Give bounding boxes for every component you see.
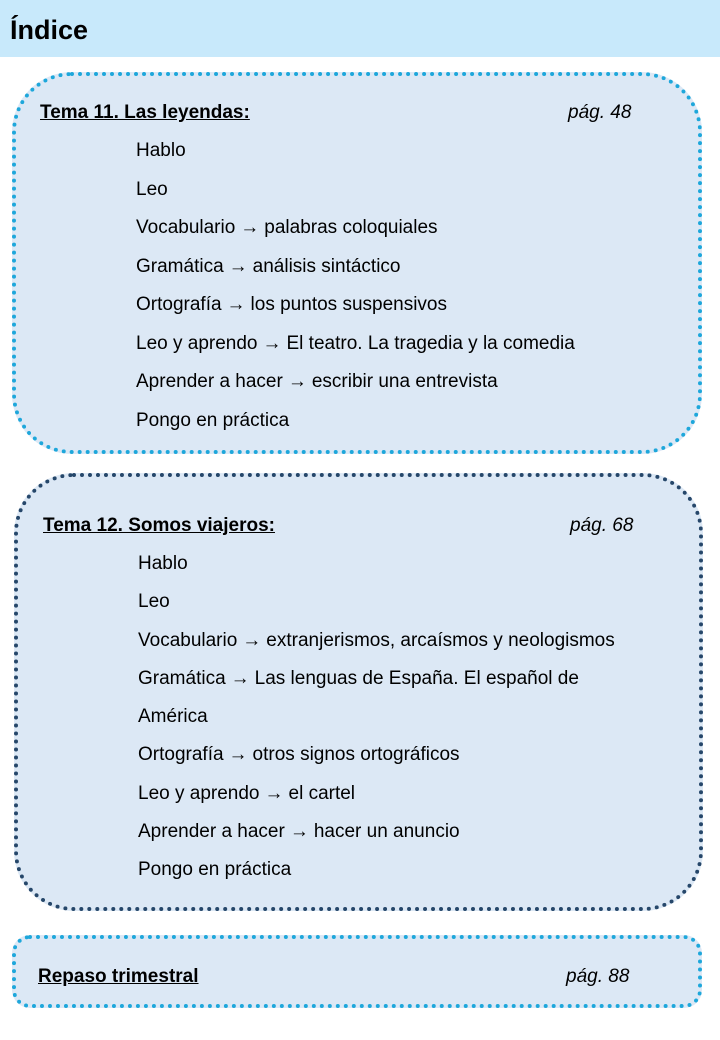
item-detail: extranjerismos, arcaísmos y neologismos [266, 629, 615, 651]
unit-12-box [14, 473, 703, 911]
item-detail: palabras coloquiales [264, 217, 438, 238]
arrow-right-icon: → [289, 821, 309, 843]
list-item [138, 783, 615, 821]
item-label: Leo [136, 178, 168, 200]
list-item [136, 217, 575, 256]
item-label: Leo y aprendo [136, 332, 258, 354]
item-label: Pongo en práctica [136, 409, 290, 431]
item-label: Ortografía [138, 744, 224, 766]
arrow-right-icon: → [230, 667, 250, 689]
list-item [138, 744, 615, 782]
list-item [138, 859, 615, 897]
list-item [136, 294, 575, 333]
item-detail: Las lenguas de España. El español de [254, 667, 579, 689]
unit-12-title: Tema 12. Somos viajeros: [43, 515, 275, 536]
review-box [12, 935, 702, 1008]
item-detail: el cartel [288, 782, 356, 804]
item-label: Aprender a hacer [138, 821, 285, 843]
item-detail: hacer un anuncio [313, 821, 460, 843]
item-label: Pongo en práctica [138, 859, 292, 881]
list-item [138, 668, 615, 706]
unit-11-page: pág. 48 [568, 102, 632, 123]
index-header [0, 0, 720, 57]
arrow-right-icon: → [228, 255, 248, 277]
list-item [138, 821, 615, 859]
item-label: Leo [138, 591, 170, 613]
unit-11-title: Tema 11. Las leyendas: [40, 102, 250, 123]
item-detail: análisis sintáctico [252, 255, 401, 277]
review-page: pág. 88 [566, 966, 630, 987]
item-label: Gramática [136, 255, 224, 277]
item-label: Ortografía [136, 294, 222, 315]
item-label: Hablo [138, 553, 188, 574]
item-label: América [138, 706, 208, 728]
item-detail: escribir una entrevista [311, 371, 498, 392]
list-item [136, 179, 575, 218]
page-title: Índice [10, 15, 89, 45]
item-label: Leo y aprendo [138, 782, 260, 804]
item-label: Aprender a hacer [136, 371, 283, 392]
arrow-right-icon: → [242, 629, 262, 651]
arrow-right-icon: → [228, 744, 248, 766]
arrow-right-icon: → [264, 782, 284, 804]
list-item [136, 410, 575, 449]
list-item [136, 333, 575, 372]
item-label: Vocabulario [136, 217, 236, 238]
arrow-right-icon: → [287, 371, 307, 392]
arrow-right-icon: → [240, 217, 260, 238]
list-item [138, 553, 615, 591]
list-item [136, 371, 575, 410]
item-detail: otros signos ortográficos [252, 744, 460, 766]
list-item [136, 256, 575, 295]
arrow-right-icon: → [262, 332, 282, 354]
item-label: Hablo [136, 140, 186, 161]
unit-12-list [138, 553, 615, 898]
list-item [138, 591, 615, 629]
review-title: Repaso trimestral [38, 966, 199, 987]
unit-11-list [136, 140, 575, 448]
list-item [136, 140, 575, 179]
unit-12-page: pág. 68 [570, 515, 634, 536]
arrow-right-icon: → [226, 294, 246, 315]
list-item [138, 630, 615, 668]
list-item [138, 706, 615, 744]
item-detail: El teatro. La tragedia y la comedia [286, 332, 575, 354]
item-label: Vocabulario [138, 629, 238, 651]
unit-11-box [12, 72, 702, 454]
item-detail: los puntos suspensivos [250, 294, 447, 315]
item-label: Gramática [138, 667, 226, 689]
